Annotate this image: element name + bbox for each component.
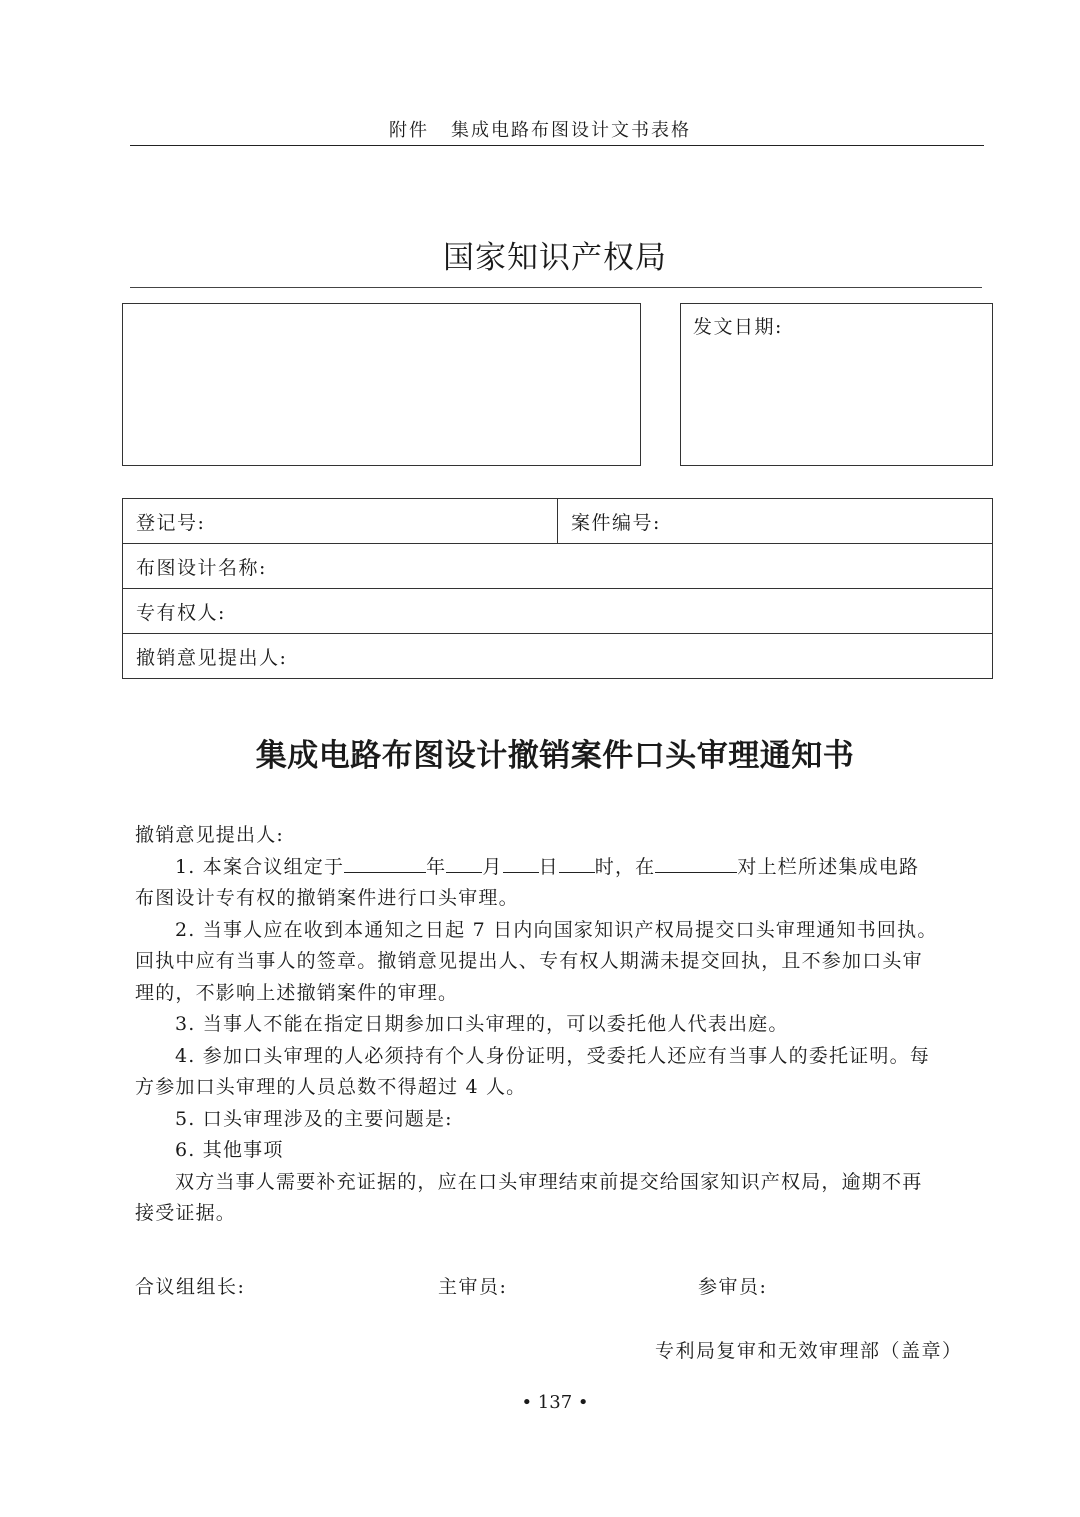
item-5: 5. 口头审理涉及的主要问题是: bbox=[175, 1107, 453, 1130]
closing: 双方当事人需要补充证据的，应在口头审理结束前提交给国家知识产权局，逾期不再 bbox=[175, 1170, 923, 1193]
agency-title: 国家知识产权局 bbox=[443, 240, 667, 276]
month-blank bbox=[446, 852, 482, 873]
agency-rule bbox=[130, 287, 982, 288]
day-blank bbox=[503, 852, 539, 873]
item-3: 3. 当事人不能在指定日期参加口头审理的，可以委托他人代表出庭。 bbox=[175, 1013, 789, 1035]
item-4: 4. 参加口头审理的人必须持有个人身份证明，受委托人还应有当事人的委托证明。每 bbox=[175, 1044, 930, 1067]
running-header bbox=[0, 116, 1080, 142]
case-info-table bbox=[122, 498, 993, 679]
addressee: 撤销意见提出人: bbox=[135, 824, 285, 846]
closing-cont: 接受证据。 bbox=[135, 1202, 237, 1224]
requester-cell: 撤销意见提出人: bbox=[123, 634, 993, 679]
page-number: • 137 • bbox=[521, 1392, 589, 1413]
item-2-cont: 回执中应有当事人的签章。撤销意见提出人、专有权人期满未提交回执，且不参加口头审 bbox=[135, 950, 923, 972]
issuer-seal: 专利局复审和无效审理部（盖章） bbox=[655, 1340, 963, 1362]
header-rule bbox=[130, 145, 984, 146]
item-2: 2. 当事人应在收到本通知之日起 7 日内向国家知识产权局提交口头审理通知书回执。 bbox=[175, 918, 938, 941]
item-4-cont: 方参加口头审理的人员总数不得超过 4 人。 bbox=[135, 1076, 527, 1098]
case-no-cell: 案件编号: bbox=[558, 499, 993, 544]
issue-date-label: 发文日期: bbox=[693, 316, 783, 338]
hour-blank bbox=[559, 852, 595, 873]
collection-title: 集成电路布图设计文书表格 bbox=[451, 120, 691, 141]
chief-examiner-label: 主审员: bbox=[438, 1276, 508, 1298]
notice-title: 集成电路布图设计撤销案件口头审理通知书 bbox=[255, 738, 855, 774]
design-name-cell: 布图设计名称: bbox=[123, 544, 993, 589]
panel-leader-label: 合议组组长: bbox=[135, 1276, 246, 1298]
address-box bbox=[122, 303, 641, 466]
associate-examiner-label: 参审员: bbox=[698, 1276, 768, 1298]
appendix-label: 附件 bbox=[389, 120, 429, 141]
year-blank bbox=[344, 852, 426, 873]
item-1: 1. 本案合议组定于 年 月 日 时，在 对上栏所述集成电路 bbox=[135, 852, 985, 884]
location-blank bbox=[655, 852, 737, 873]
item-6: 6. 其他事项 bbox=[175, 1139, 284, 1161]
registration-no-cell: 登记号: bbox=[123, 499, 558, 544]
notice-body bbox=[135, 820, 985, 1230]
date-box bbox=[680, 303, 993, 466]
item-1-cont: 布图设计专有权的撤销案件进行口头审理。 bbox=[135, 887, 519, 909]
right-holder-cell: 专有权人: bbox=[123, 589, 993, 634]
item-2-cont2: 理的，不影响上述撤销案件的审理。 bbox=[135, 981, 459, 1004]
